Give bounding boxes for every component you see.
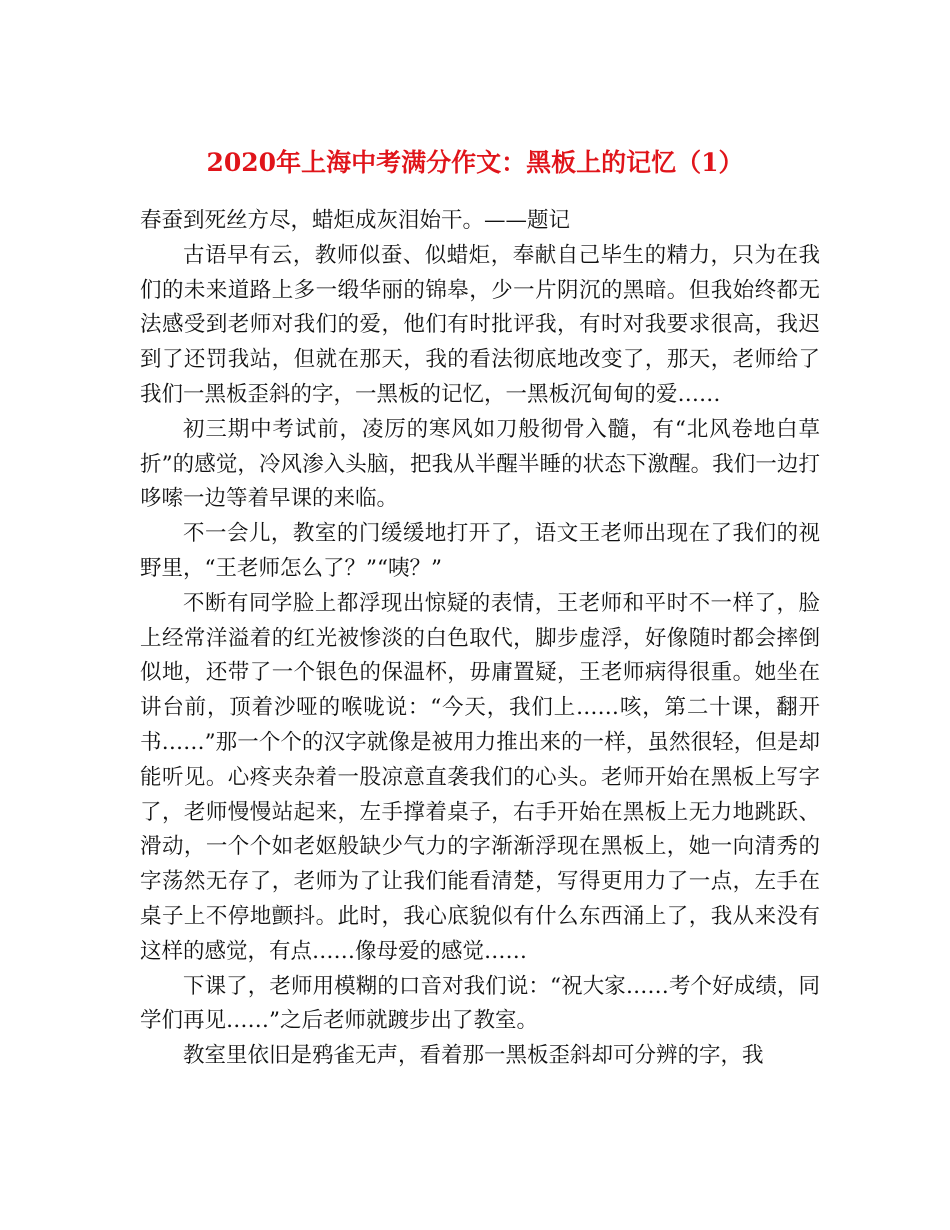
paragraph: 不一会儿，教室的门缓缓地打开了，语文王老师出现在了我们的视野里，“王老师怎么了？”“咦？” [140,521,820,581]
paragraph: 不断有同学脸上都浮现出惊疑的表情，王老师和平时不一样了，脸上经常洋溢着的红光被惨淡的白色取代，脚步虚浮，好像随时都会摔倒似地，还带了一个银色的保温杯，毋庸置疑，王老师病得很重。她坐在讲台前，顶着沙哑的喉咙说：“今天，我们上……咳，第二十课，翻开书……”那一个个的汉字就像是被用力推出来的一样，虽然很轻，但是却能听见。心疼夹杂着一股凉意直袭我们的心头。老师开始在黑板上写字了，老师慢慢站起来，左手撑着桌子，右手开始在黑板上无力地跳跃、滑动，一个个如老妪般缺少气力的字渐渐浮现在黑板上，她一向清秀的字荡然无存了，老师为了让我们能看清楚，写得更用力了一点，左手在桌子上不停地颤抖。此时，我心底貌似有什么东西涌上了，我从来没有这样的感觉，有点……像母爱的感觉…… [140,590,820,964]
epigraph: 春蚕到死丝方尽，蜡炬成灰泪始干。——题记 [140,208,571,233]
document-title: 2020年上海中考满分作文：黑板上的记忆（1） [206,147,744,177]
paragraph: 初三期中考试前，凌厉的寒风如刀般彻骨入髓，有“北风卷地白草折”的感觉，冷风渗入头脑，把我从半醒半睡的状态下激醒。我们一边打哆嗦一边等着早课的来临。 [140,416,820,512]
paragraph: 古语早有云，教师似蚕、似蜡炬，奉献自己毕生的精力，只为在我们的未来道路上多一缎华丽的锦皋，少一片阴沉的黑暗。但我始终都无法感受到老师对我们的爱，他们有时批评我，有时对我要求很高，我迟到了还罚我站，但就在那天，我的看法彻底地改变了，那天，老师给了我们一黑板歪斜的字，一黑板的记忆，一黑板沉甸甸的爱…… [140,242,820,407]
paragraph: 下课了，老师用模糊的口音对我们说：“祝大家……考个好成绩，同学们再见……”之后老师就踱步出了教室。 [140,973,820,1034]
paragraph: 教室里依旧是鸦雀无声，看着那一黑板歪斜却可分辨的字，我 [183,1043,764,1069]
article-body [140,204,820,1074]
